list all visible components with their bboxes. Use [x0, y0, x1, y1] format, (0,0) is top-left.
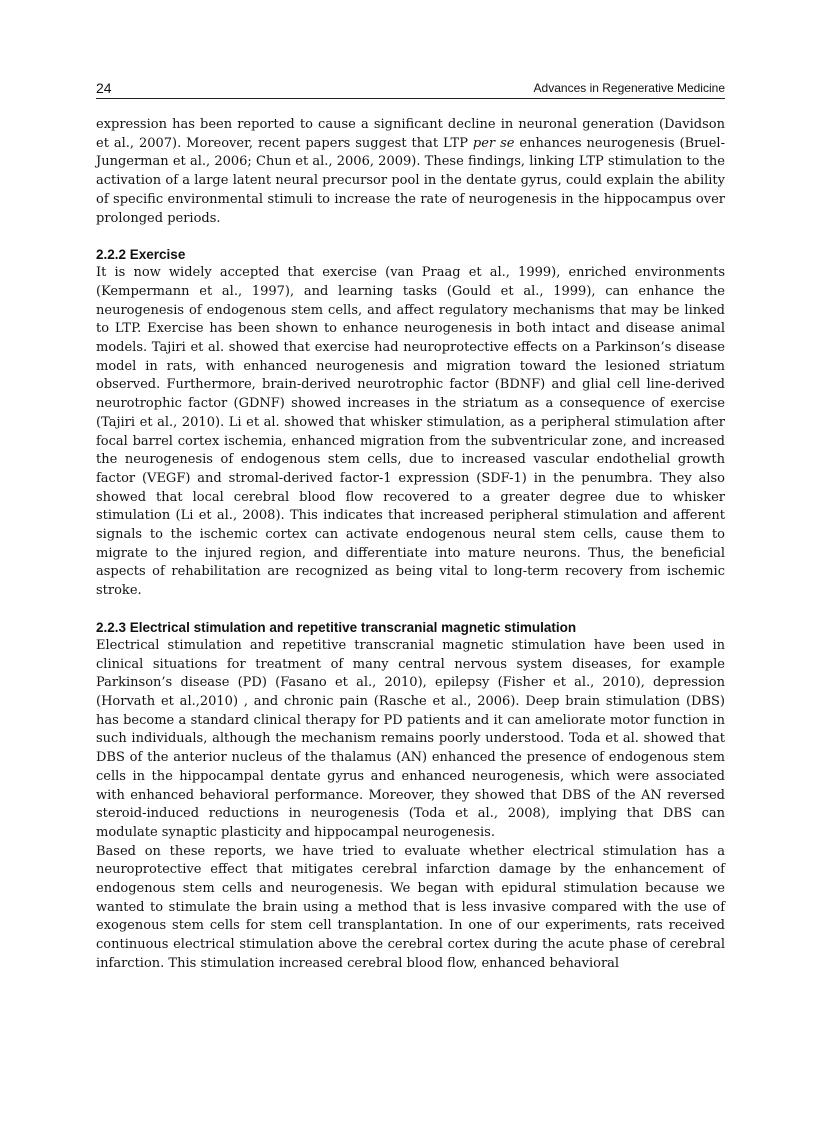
italic-per-se: per se	[472, 135, 515, 151]
page-number: 24	[96, 80, 112, 96]
paragraph-based-on-reports: Based on these reports, we have tried to evaluate whether electrical stimulation has a neuroprotective effect that mitigates cerebral infarction damage by the enhancement of endogenous stem cells and neurogenesis. We began with epidural stimulation because we wanted to stimulate the brain using a method that is less invasive compared with the use of exogenous stem cells for stem cell transplantation. In one of our experiments, rats received continuous electrical stimulation above the cerebral cortex during the acute phase of cerebral infarction. This stimulation increased cerebral blood flow, enhanced behavioral	[96, 843, 725, 971]
paragraph-ltp-text: expression has been reported to cause a significant decline in neuronal generation (Davidson et al., 2007). Moreover, recent papers suggest that LTP	[96, 117, 725, 151]
paragraph-electrical-stimulation: Electrical stimulation and repetitive transcranial magnetic stimulation have been used in clinical situations for treatment of many central nervous system diseases, for example Parkinson’s disease (PD) (Fasano et al., 2010), epilepsy (Fisher et al., 2010), depression (Horvath et al.,2010) , and chronic pain (Rasche et al., 2006). Deep brain stimulation (DBS) has become a standard clinical therapy for PD patients and it can ameliorate motor function in such individuals, although the mechanism remains poorly understood. Toda et al. showed that DBS of the anterior nucleus of the thalamus (AN) enhanced the presence of endogenous stem cells in the hippocampal dentate gyrus and enhanced neurogenesis, which were associated with enhanced behavioral performance. Moreover, they showed that DBS of the AN reversed steroid-induced reductions in neurogenesis (Toda et al., 2008), implying that DBS can modulate synaptic plasticity and hippocampal neurogenesis.	[96, 637, 725, 840]
book-title: Advances in Regenerative Medicine	[533, 81, 725, 95]
section-heading-electrical-stimulation: 2.2.3 Electrical stimulation and repetitive transcranial magnetic stimulation	[96, 619, 577, 635]
running-header	[96, 80, 725, 99]
paragraph-exercise: It is now widely accepted that exercise (van Praag et al., 1999), enriched environments (Kempermann et al., 1997), and learning tasks (Gould et al., 1999), can enhance the neurogenesis of endogenous stem cells, and affect regulatory mechanisms that may be linked to LTP. Exercise has been shown to enhance neurogenesis in both intact and disease animal models. Tajiri et al. showed that exercise had neuroprotective effects on a Parkinson’s disease model in rats, with enhanced neurogenesis and migration toward the lesioned striatum observed. Furthermore, brain-derived neurotrophic factor (BDNF) and glial cell line-derived neurotrophic factor (GDNF) showed increases in the striatum as a consequence of exercise (Tajiri et al., 2010). Li et al. showed that whisker stimulation, as a peripheral stimulation after focal barrel cortex ischemia, enhanced migration from the subventricular zone, and increased the neurogenesis of endogenous stem cells, due to increased vascular endothelial growth factor (VEGF) and stromal-derived factor-1 expression (SDF-1) in the penumbra. They also showed that local cerebral blood flow recovered to a greater degree due to whisker stimulation (Li et al., 2008). This indicates that increased peripheral stimulation and afferent signals to the ischemic cortex can activate endogenous neural stem cells, cause them to migrate to the injured region, and differentiate into mature neurons. Thus, the beneficial aspects of rehabilitation are recognized as being vital to long-term recovery from ischemic stroke.	[96, 265, 725, 599]
body-text	[96, 116, 725, 974]
paragraph-ltp-text-rest: enhances neurogenesis (Bruel-Jungerman et al., 2006; Chun et al., 2006, 2009). These findings, linking LTP stimulation to the activation of a large latent neural precursor pool in the dentate gyrus, could explain the ability of specific environmental stimuli to increase the rate of neurogenesis in the hippocampus over prolonged periods.	[96, 135, 725, 226]
section-heading-exercise: 2.2.2 Exercise	[96, 247, 186, 263]
paragraph-ltp	[96, 116, 725, 228]
